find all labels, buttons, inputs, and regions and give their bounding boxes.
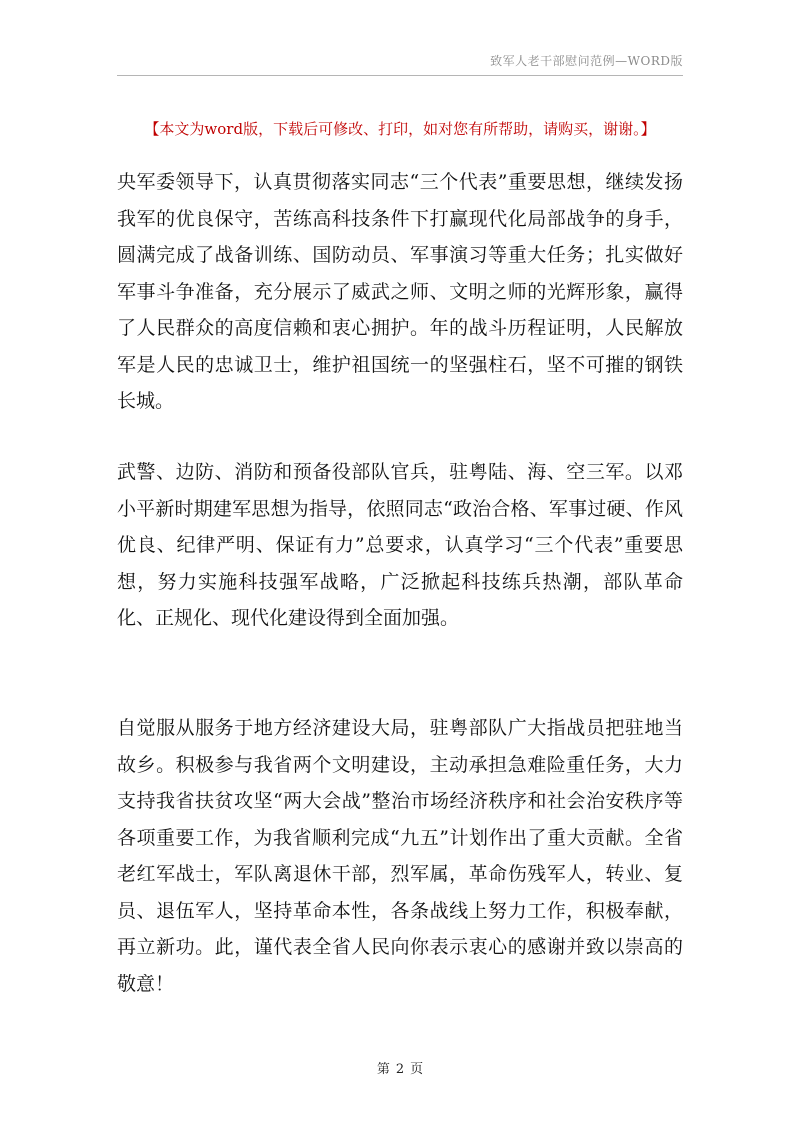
download-notice: 【本文为word版，下载后可修改、打印，如对您有所帮助，请购买，谢谢。】 xyxy=(144,120,656,138)
page-number-footer xyxy=(0,1058,800,1077)
body-paragraph-3: 自觉服从服务于地方经济建设大局，驻粤部队广大指战员把驻地当故乡。积极参与我省两个文明建设，主动承担急难险重任务，大力支持我省扶贫攻坚“两大会战”整治市场经济秩序和社会治安秩序等各项重要工作，为我省顺利完成“九五”计划作出了重大贡献。全省老红军战士，军队离退休干部，烈军属，革命伤残军人，转业、复员、退伍军人，坚持革命本性，各条战线上努力工作，积极奉献，再立新功。此，谨代表全省人民向你表示衷心的感谢并致以崇高的敬意！ xyxy=(117,717,683,995)
body-paragraph-2: 武警、边防、消防和预备役部队官兵，驻粤陆、海、空三军。以邓小平新时期建军思想为指导，依照同志“政治合格、军事过硬、作风优良、纪律严明、保证有力”总要求，认真学习“三个代表”重要思想，努力实施科技强军战略，广泛掀起科技练兵热潮，部队革命化、正规化、现代化建设得到全面加强。 xyxy=(117,461,683,629)
page-suffix: 页 xyxy=(410,1062,424,1077)
document-header-title: 致军人老干部慰问范例—WORD版 xyxy=(490,54,683,68)
body-paragraph-1: 央军委领导下，认真贯彻落实同志“三个代表”重要思想，继续发扬我军的优良保守，苦练高科技条件下打赢现代化局部战争的身手，圆满完成了战备训练、国防动员、军事演习等重大任务；扎实做好军事斗争准备，充分展示了威武之师、文明之师的光辉形象，赢得了人民群众的高度信赖和衷心拥护。年的战斗历程证明，人民解放军是人民的忠诚卫士，维护祖国统一的坚强柱石，坚不可摧的钢铁长城。 xyxy=(117,171,683,412)
page-number: 2 xyxy=(395,1062,405,1077)
page-prefix: 第 xyxy=(376,1062,390,1077)
header-divider xyxy=(117,75,683,76)
